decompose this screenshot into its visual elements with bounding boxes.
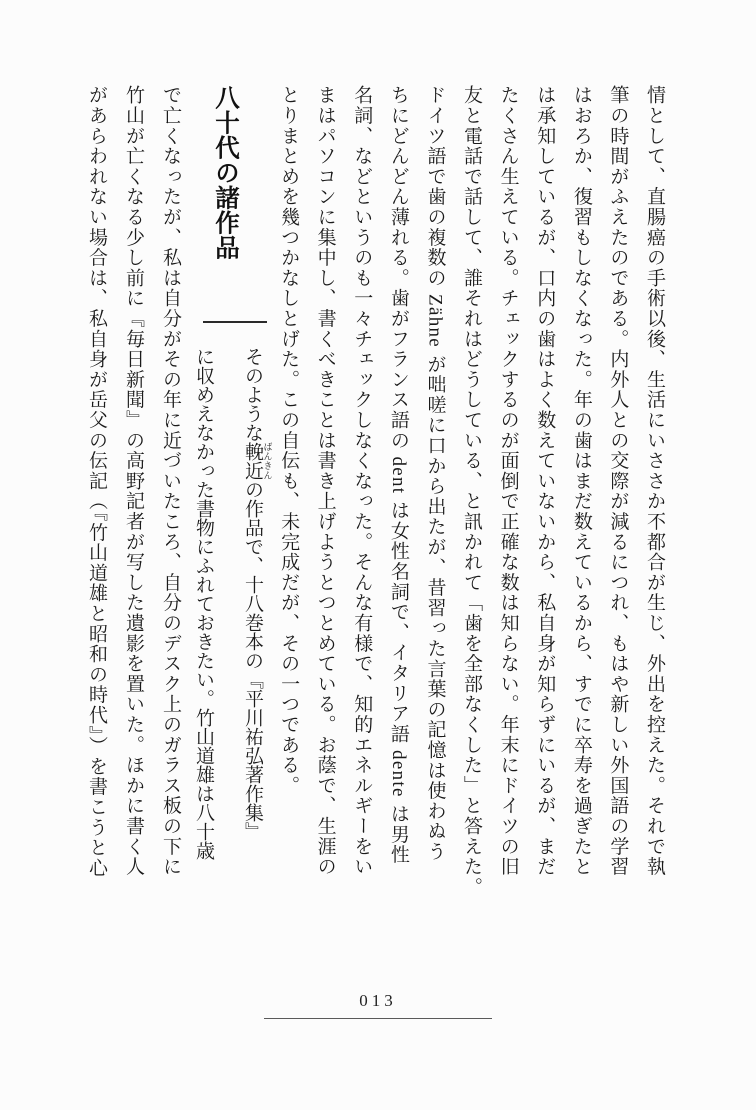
intro-prefix: そのような [242, 347, 263, 442]
ruby-base: 輓近 [242, 442, 263, 480]
heading-divider-rule [203, 321, 267, 323]
body-line: たくさん生えている。チェックするのが面倒で正確な数は知らない。年末にドイツの旧 [497, 85, 519, 877]
section-heading: 八十代の諸作品 [212, 85, 239, 260]
body-line: まはパソコンに集中し、書くべきことは書き上げようとつとめている。お蔭で、生涯の [314, 85, 336, 877]
body-line: に収めえなかった書物にふれておきたい。竹山道雄は八十歳 [193, 347, 214, 860]
body-line-with-ruby [228, 347, 277, 907]
body-line: はおろか、復習もしなくなった。年の歯はまだ数えているから、すでに卒寿を過ぎたと [570, 85, 592, 877]
body-line: 友と電話で話して、誰それはどうしている、と訊かれて「歯を全部なくした」と答えた。 [461, 85, 483, 897]
page-number: 013 [359, 991, 397, 1010]
body-line: があらわれない場合は、私自身が岳父の伝記（『竹山道雄と昭和の時代』）を書こうと心 [86, 85, 107, 878]
body-line: 筆の時間がふえたのである。内外人との交際が減るにつれ、もはや新しい外国語の学習 [607, 85, 629, 877]
body-line: とりまとめを幾つかなしとげた。この自伝も、未完成だが、その一つである。 [278, 85, 300, 796]
intro-suffix: の作品で、十八巻本の『平川祐弘著作集』 [242, 480, 263, 841]
body-line: 名詞、などというのも一々チェックしなくなった。そんな有様で、知的エネルギーをい [351, 85, 373, 877]
body-line: は承知しているが、口内の歯はよく数えていないから、私自身が知らずにいるが、まだ [534, 85, 556, 877]
body-line: で亡くなったが、私は自分がその年に近づいたころ、自分のデスク上のガラス板の下に [160, 85, 181, 877]
ruby-bankin [242, 442, 273, 480]
section-intro-block [179, 347, 277, 907]
footer-rule [264, 1018, 492, 1019]
body-line: ドイツ語で歯の複数の Zähne が咄嗟に口から出たが、昔習った言葉の記憶は使わぬう [424, 85, 446, 862]
body-line: ちにどんどん薄れる。歯がフランス語の dent は女性名詞で、イタリア語 dente は男性 [387, 85, 409, 865]
body-line: 竹山が亡くなる少し前に『毎日新聞』の高野記者が写した遺影を置いた。ほかに書く人 [123, 85, 144, 877]
body-text-block-right [269, 85, 672, 1085]
ruby-text: ばんきん [262, 442, 273, 480]
body-text-block-left [78, 85, 189, 1085]
body-line: 情として、直腸癌の手術以後、生活にいささか不都合が生じ、外出を控えた。それで執 [644, 85, 665, 877]
